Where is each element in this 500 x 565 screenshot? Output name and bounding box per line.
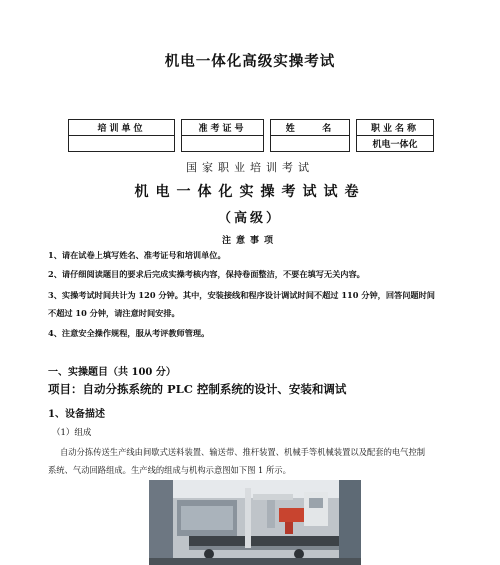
candidate-info-table — [68, 119, 434, 152]
paragraph-line-1: 自动分拣传送生产线由间歇式送料装置、输送带、推杆装置、机械手等机械装置以及配套的电气控制 — [60, 447, 426, 457]
admission-number-field[interactable] — [182, 136, 264, 152]
notice-item-3: 3、实操考试时间共计为 120 分钟。其中，安装接线和程序设计调试时间不超过 110 分钟，回答问题时间 — [48, 290, 435, 300]
equipment-photo — [149, 480, 361, 565]
notice-item-4: 4、注意安全操作规程，服从考评教师管理。 — [48, 328, 210, 338]
exam-title: 机电一体化实操考试试卷 — [134, 184, 366, 200]
sub-heading-composition: （1）组成 — [52, 428, 92, 438]
header-occupation: 职业名称 — [357, 120, 434, 136]
training-unit-field[interactable] — [69, 136, 175, 152]
heading-equipment: 1、设备描述 — [48, 409, 105, 420]
paragraph-line-2: 系统、气动回路组成。生产线的组成与机构示意图如下图 1 所示。 — [48, 465, 291, 475]
header-training-unit: 培训单位 — [69, 120, 175, 136]
section-heading: 一、实操题目（共 100 分） — [48, 367, 176, 378]
organization-label: 国家职业培训考试 — [186, 161, 314, 174]
notice-item-3-cont: 不超过 10 分钟，请注意时间安排。 — [48, 308, 180, 318]
exam-level: （高级） — [217, 211, 282, 226]
info-value-row — [69, 136, 434, 152]
occupation-value: 机电一体化 — [357, 136, 434, 152]
project-title: 项目：自动分拣系统的 PLC 控制系统的设计、安装和调试 — [48, 382, 347, 396]
header-name: 姓 名 — [271, 120, 350, 136]
notice-item-1: 1、请在试卷上填写姓名、准考证号和培训单位。 — [48, 250, 226, 260]
notice-title: 注意事项 — [221, 236, 278, 246]
header-admission-number: 准考证号 — [182, 120, 264, 136]
notice-item-2: 2、请仔细阅读题目的要求后完成实操考核内容，保持卷面整洁，不要在填写无关内容。 — [48, 269, 365, 279]
page-title: 机电一体化高级实操考试 — [164, 53, 336, 70]
info-header-row — [69, 120, 434, 136]
name-field[interactable] — [271, 136, 350, 152]
